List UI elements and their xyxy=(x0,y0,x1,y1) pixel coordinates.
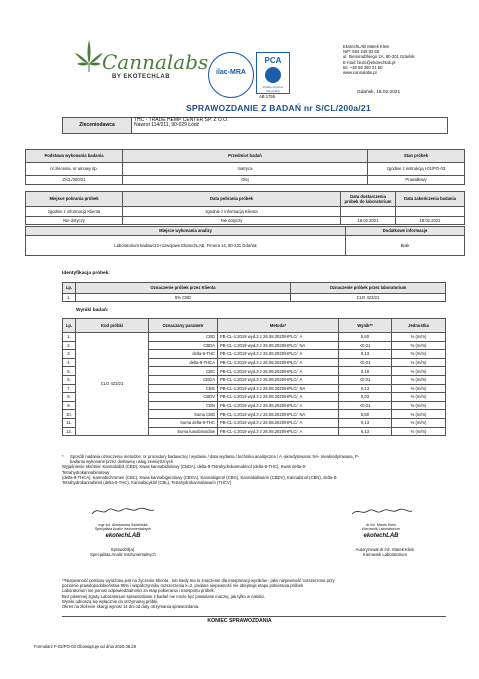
result-lp: 2. xyxy=(63,341,76,350)
results-table xyxy=(62,318,446,436)
result-value: 0,13 xyxy=(339,418,392,427)
result-method: PB-CL-1:2019 wyd.3 z 26.08.2020/HPLC/ A xyxy=(218,358,339,367)
result-accreditation: A xyxy=(299,420,303,426)
end-date-header: Data zakończenia badania xyxy=(396,192,465,207)
ident-lab-header: Oznaczenie próbek przez laboratorium xyxy=(291,283,446,294)
order-number: Z/CL/200/21 xyxy=(26,176,123,185)
right-signature-stamp: dr inż. Marek Klein Kierownik Laboratorium ekotechLAB xyxy=(346,504,416,548)
result-accreditation: A xyxy=(299,402,303,408)
result-method: PB-CL-1:2019 wyd.3 z 26.08.2020/HPLC/ A xyxy=(218,401,339,410)
result-method: PB-CL-1:2019 wyd.3 z 26.08.2020/HPLC/ NA xyxy=(218,384,339,393)
result-param: CBC xyxy=(149,367,218,376)
client-address: Nawrot 114/211, 90-029 Łódź xyxy=(134,122,200,129)
place-date: Gdańsk, 18.02.2021 xyxy=(357,90,401,95)
location-table xyxy=(25,226,465,256)
client-name: THC - TRADE HEMP CENTER SP. Z O.O. xyxy=(134,117,229,123)
result-lp: 5. xyxy=(63,367,76,376)
result-param: CBG xyxy=(149,384,218,393)
basis-note: nr zlecenia, nr umowy itp. xyxy=(26,163,123,176)
result-unit: % (m/m) xyxy=(392,375,446,384)
results-lp-header: Lp. xyxy=(63,319,76,333)
end-date-value: 18.02.2021 xyxy=(396,217,465,225)
result-unit: % (m/m) xyxy=(392,384,446,393)
result-accreditation: A xyxy=(299,428,303,434)
end-divider xyxy=(62,616,446,617)
subject-header: Przedmiot badań xyxy=(123,150,368,163)
result-param: Suma kanabinoidów xyxy=(149,427,218,436)
ab-number: AB 1755 xyxy=(259,94,276,99)
results-param-header: Oznaczany parametr xyxy=(149,319,218,333)
right-signature xyxy=(346,504,416,518)
sampling-place-value: Nie dotyczy xyxy=(26,217,123,225)
form-label: Formularz F-02/PO-03 Obowiązuje od dnia 2020.08.28 xyxy=(34,644,136,649)
report-title: SPRAWOZDANIE Z BADAŃ nr S/CL/200a/21 xyxy=(186,103,371,113)
abbrev-line-1: Wyjaśnienie skrótów: Kannabidiol (CBD), Kwas kannabidiolowy (CBDA), delta-9-Tetrahydrokannabinol (delta-9-THC), Kwas delta-9- xyxy=(62,464,307,470)
left-signature xyxy=(88,504,158,518)
result-value: 0,13 xyxy=(339,384,392,393)
method-note-star: * xyxy=(62,454,64,459)
ident-client-header: Oznaczenie próbek przez Klienta xyxy=(76,283,291,294)
result-param: delta-9-THC xyxy=(149,350,218,359)
left-signer: Sprawdził(a): Specjalista Analiz Instrumentalnych xyxy=(90,547,156,558)
client-table xyxy=(62,117,448,134)
result-lp: 12. xyxy=(63,427,76,436)
result-value: 6,13 xyxy=(339,427,392,436)
delivery-date-value: 18.02.2021 xyxy=(341,217,396,225)
sampling-place-note: zgodnie z informacją Klienta xyxy=(26,207,123,217)
result-lp: 10. xyxy=(63,410,76,419)
info-table xyxy=(25,149,465,185)
result-accreditation: NA xyxy=(299,411,306,417)
result-accreditation: NA xyxy=(299,342,306,348)
result-unit: % (m/m) xyxy=(392,350,446,359)
abbrev-line-3: (delta-9-THCA), Kannabichromen (CBC), Kwas kannabigerolowy (CBGA), Kannabigerol (CBG), Kannabidiwarin (CBDV), Kannabinol (CBN), delta-8- xyxy=(62,474,338,480)
result-unit: % (m/m) xyxy=(392,401,446,410)
result-param: Suma CBD xyxy=(149,410,218,419)
result-value: <0,01 xyxy=(339,401,392,410)
result-lp: 7. xyxy=(63,384,76,393)
result-param: Suma delta-9-THC xyxy=(149,418,218,427)
right-signer: Autoryzował dr inż. Marek Klein Kierownik Laboratorium xyxy=(355,547,415,558)
result-unit: % (m/m) xyxy=(392,341,446,350)
ident-table xyxy=(62,282,446,302)
result-param: CBN xyxy=(149,401,218,410)
brand-logo-text: Cannalabs xyxy=(102,50,209,74)
result-method: PB-CL-1:2019 wyd.3 z 26.08.2020/HPLC/ A xyxy=(218,375,339,384)
result-value: 0,13 xyxy=(339,350,392,359)
result-param: CBD xyxy=(149,333,218,342)
result-lp: 11. xyxy=(63,418,76,427)
result-sample-code: CLO 423/21 xyxy=(76,333,149,436)
result-method: PB-CL-1:2019 wyd.3 z 26.08.2020/HPLC/ A xyxy=(218,350,339,359)
delivery-date-header: Data dostarczenia próbek do laboratorium xyxy=(341,192,396,207)
result-row xyxy=(63,333,446,342)
result-accreditation: A xyxy=(299,334,303,340)
results-title: Wyniki badań: xyxy=(76,308,109,313)
result-param: CBGA xyxy=(149,375,218,384)
basis-header: Podstawa wykonania badania xyxy=(26,150,123,163)
result-accreditation: A xyxy=(299,394,303,400)
brand-sub-text: BY EKOTECHLAB xyxy=(112,74,171,80)
location-value: Laboratorium badawczo-rozwojowe EkotechLAB, Firoera 14, 80-231 Gdańsk xyxy=(26,236,346,256)
result-value: <0,01 xyxy=(339,358,392,367)
result-method: PB-CL-1:2019 wyd.3 z 26.08.2020/HPLC/ A xyxy=(218,418,339,427)
result-value: 5,60 xyxy=(339,410,392,419)
results-code-header: Kod próbki xyxy=(76,319,149,333)
result-accreditation: A xyxy=(299,377,303,383)
abbrev-line-4: Tetrahydrokannabinol (delta-8-THC), Kannabicyklol (CBL), Tetrahydrokannabiwarin (THCV) xyxy=(62,480,232,486)
result-unit: % (m/m) xyxy=(392,418,446,427)
pca-logo: PCA Polskie Centrum Akredytacji xyxy=(256,52,290,94)
result-value: <0,01 xyxy=(339,375,392,384)
ident-row: 1. 5% CBD CLO 423/21 xyxy=(63,294,446,302)
state-header: Stan próbek xyxy=(368,150,465,163)
result-unit: % (m/m) xyxy=(392,358,446,367)
sampling-place-header: Miejsce pobrania próbek xyxy=(26,192,123,207)
ident-title: Identyfikacja próbek: xyxy=(62,271,110,276)
abbrev-line-2: Tetrahydrokannabinolowy xyxy=(62,469,110,475)
notes-block xyxy=(62,454,452,485)
result-value: 5,60 xyxy=(339,333,392,342)
results-unit-header: Jednostka xyxy=(392,319,446,333)
result-accreditation: A xyxy=(299,359,303,365)
location-header: Miejsce wykonania analizy xyxy=(26,227,346,236)
ilac-mra-seal: ilac-MRA xyxy=(208,52,254,98)
sampling-table xyxy=(25,191,465,225)
subject-value: Olej xyxy=(123,176,368,185)
result-lp: 3. xyxy=(63,350,76,359)
cannabis-leaf-icon xyxy=(74,38,104,78)
result-unit: % (m/m) xyxy=(392,333,446,342)
p-note: badania wykonane przez dostawcę usług zewnętrznych xyxy=(70,459,174,465)
result-accreditation: A xyxy=(299,368,303,374)
company-info: EkotechLAB Marek Klein NIP: 584 245 93 68 ul. Siemiradzkiego 2A, 80-301 Gdańsk E-mail: biuro@ekotechlab.pl tel. +48 58 380 01 50 www.cannalabs.pl xyxy=(343,44,415,76)
left-signature-stamp: mgr inż. Aleksandra Sadzińska Specjalista Analiz Instrumentalnych ekotechLAB xyxy=(88,504,158,548)
result-method: PB-CL-1:2019 wyd.3 z 26.08.2020/HPLC/ A xyxy=(218,427,339,436)
result-lp: 4. xyxy=(63,358,76,367)
results-result-header: Wynik** xyxy=(339,319,392,333)
ident-lp-header: Lp. xyxy=(63,283,76,294)
result-method: PB-CL-1:2019 wyd.3 z 26.08.2020/HPLC/ NA xyxy=(218,341,339,350)
sampling-date-header: Data pobrania próbek xyxy=(123,192,341,207)
state-note: zgodnie z instrukcją I-01/PO-03 xyxy=(368,163,465,176)
result-value: 0,19 xyxy=(339,367,392,376)
result-method: PB-CL-1:2019 wyd.3 z 26.08.2020/HPLC/ A xyxy=(218,393,339,402)
sampling-date-value: Nie dotyczy xyxy=(123,217,341,225)
result-unit: % (m/m) xyxy=(392,393,446,402)
result-unit: % (m/m) xyxy=(392,427,446,436)
end-of-report: KONIEC SPRAWOZDANIA xyxy=(207,618,272,624)
results-method-header: Metoda* xyxy=(218,319,339,333)
result-unit: % (m/m) xyxy=(392,410,446,419)
result-unit: % (m/m) xyxy=(392,367,446,376)
result-method: PB-CL-1:2019 wyd.3 z 26.08.2020/HPLC/ NA xyxy=(218,410,339,419)
client-label: Zleceniodawca xyxy=(63,118,132,134)
result-value: <0,01 xyxy=(339,341,392,350)
state-value: Prawidłowy xyxy=(368,176,465,185)
result-param: delta-9-THCA xyxy=(149,358,218,367)
result-lp: 6. xyxy=(63,375,76,384)
result-lp: 8. xyxy=(63,393,76,402)
result-accreditation: A xyxy=(299,351,303,357)
result-value: 0,03 xyxy=(339,393,392,402)
extra-info-header: Dodatkowe informacje xyxy=(346,227,465,236)
result-method: PB-CL-1:2019 wyd.3 z 26.08.2020/HPLC/ A xyxy=(218,333,339,342)
sampling-date-note: zgodnie z informacją Klienta xyxy=(123,207,341,217)
result-method: PB-CL-1:2019 wyd.3 z 26.08.2020/HPLC/ A xyxy=(218,367,339,376)
method-note: Sposób nadania oznaczenia metodzie: nr procedury badawczej / wydanie / data wydania / technika analityczna / A -akredytowana; NA- nieakredytowana, P- xyxy=(70,454,360,459)
result-lp: 1. xyxy=(63,333,76,342)
result-lp: 9. xyxy=(63,401,76,410)
result-param: CBDA xyxy=(149,341,218,350)
result-param: CBDV xyxy=(149,393,218,402)
extra-info-value: Brak xyxy=(346,236,465,256)
result-accreditation: NA xyxy=(299,385,306,391)
footnotes: **Niepewność pomiaru wyrażona jest na życzenie Klienta , tub kiedy ma to znaczenie dla interpretacji wyników - jako niepewność rozszerzona przy poziomie prawdopodobieństwa 95% i współczynniku rozszerzenia k=2, podana niepewność nie obejmuje etapu pobierania próbek Laboratorium nie ponosi odpowiedzialności za etap pobierania i transportu próbek. Bez pisemnej zgody Laboratorium sprawozdanie z badań nie może być powielane inaczej, jak tylko w całości. Wyniki odnoszą się wyłącznie do otrzymanej próbki. Okres na złożenie skargi wynosi 14 dni od daty otrzymania sprawozdania. xyxy=(62,578,335,610)
subject-note: matryca xyxy=(123,163,368,176)
